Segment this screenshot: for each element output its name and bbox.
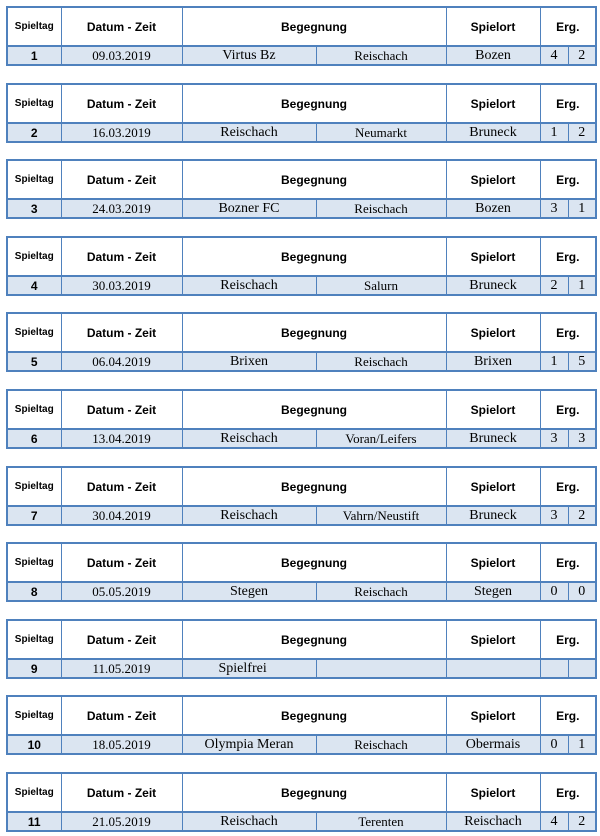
- match-spielort: Reischach: [446, 812, 540, 831]
- match-tore-heim: 4: [540, 46, 568, 65]
- header-spielort: Spielort: [446, 7, 540, 46]
- match-tore-heim: 0: [540, 582, 568, 601]
- match-spieltag: 7: [7, 506, 61, 525]
- header-row: [7, 773, 596, 812]
- match-table: [6, 466, 597, 526]
- header-begegnung: Begegnung: [182, 237, 446, 276]
- match-tore-gast: 1: [568, 276, 596, 295]
- match-gast: Reischach: [316, 352, 446, 371]
- header-row: [7, 620, 596, 659]
- match-table: [6, 6, 597, 66]
- match-spielort: Bruneck: [446, 429, 540, 448]
- header-spieltag: Spieltag: [7, 84, 61, 123]
- header-spieltag: Spieltag: [7, 467, 61, 506]
- header-spieltag: Spieltag: [7, 390, 61, 429]
- match-datum: 09.03.2019: [61, 46, 182, 65]
- match-spielort: Bruneck: [446, 123, 540, 142]
- match-row: [7, 352, 596, 371]
- match-spielort: Bruneck: [446, 276, 540, 295]
- match-gast: Reischach: [316, 46, 446, 65]
- match-gast: [316, 659, 446, 678]
- match-tore-gast: 2: [568, 812, 596, 831]
- match-block: [6, 159, 595, 219]
- match-gast: Salurn: [316, 276, 446, 295]
- header-spielort: Spielort: [446, 160, 540, 199]
- match-block: [6, 772, 595, 832]
- match-gast: Reischach: [316, 735, 446, 754]
- header-begegnung: Begegnung: [182, 620, 446, 659]
- match-heim: Reischach: [182, 276, 316, 295]
- match-spieltag: 1: [7, 46, 61, 65]
- header-ergebnis: Erg.: [540, 84, 596, 123]
- match-row: [7, 276, 596, 295]
- match-table: [6, 695, 597, 755]
- header-spielort: Spielort: [446, 773, 540, 812]
- match-spieltag: 9: [7, 659, 61, 678]
- match-row: [7, 46, 596, 65]
- match-tore-heim: 1: [540, 123, 568, 142]
- match-tore-gast: 2: [568, 123, 596, 142]
- match-row: [7, 429, 596, 448]
- match-tore-heim: 3: [540, 199, 568, 218]
- match-spieltag: 2: [7, 123, 61, 142]
- match-gast: Terenten: [316, 812, 446, 831]
- match-datum: 05.05.2019: [61, 582, 182, 601]
- header-spielort: Spielort: [446, 543, 540, 582]
- header-ergebnis: Erg.: [540, 620, 596, 659]
- header-ergebnis: Erg.: [540, 696, 596, 735]
- header-spieltag: Spieltag: [7, 696, 61, 735]
- match-datum: 16.03.2019: [61, 123, 182, 142]
- header-begegnung: Begegnung: [182, 160, 446, 199]
- header-spielort: Spielort: [446, 84, 540, 123]
- header-begegnung: Begegnung: [182, 543, 446, 582]
- header-spieltag: Spieltag: [7, 237, 61, 276]
- match-block: [6, 466, 595, 526]
- header-row: [7, 160, 596, 199]
- header-ergebnis: Erg.: [540, 390, 596, 429]
- match-heim: Virtus Bz: [182, 46, 316, 65]
- header-begegnung: Begegnung: [182, 390, 446, 429]
- header-datum-zeit: Datum - Zeit: [61, 696, 182, 735]
- match-block: [6, 695, 595, 755]
- match-gast: Vahrn/Neustift: [316, 506, 446, 525]
- match-table: [6, 83, 597, 143]
- header-ergebnis: Erg.: [540, 773, 596, 812]
- match-row: [7, 199, 596, 218]
- match-table: [6, 312, 597, 372]
- match-block: [6, 312, 595, 372]
- match-spieltag: 11: [7, 812, 61, 831]
- header-row: [7, 390, 596, 429]
- match-gast: Voran/Leifers: [316, 429, 446, 448]
- header-row: [7, 7, 596, 46]
- match-tore-gast: [568, 659, 596, 678]
- match-tore-gast: 1: [568, 199, 596, 218]
- header-spielort: Spielort: [446, 467, 540, 506]
- header-spielort: Spielort: [446, 390, 540, 429]
- match-row: [7, 812, 596, 831]
- match-datum: 30.04.2019: [61, 506, 182, 525]
- match-spieltag: 4: [7, 276, 61, 295]
- header-datum-zeit: Datum - Zeit: [61, 313, 182, 352]
- match-heim: Olympia Meran: [182, 735, 316, 754]
- match-spieltag: 3: [7, 199, 61, 218]
- header-spieltag: Spieltag: [7, 313, 61, 352]
- match-datum: 11.05.2019: [61, 659, 182, 678]
- match-spielort: Bozen: [446, 199, 540, 218]
- header-datum-zeit: Datum - Zeit: [61, 543, 182, 582]
- match-spielort: Bruneck: [446, 506, 540, 525]
- header-spieltag: Spieltag: [7, 7, 61, 46]
- match-tore-heim: 3: [540, 506, 568, 525]
- header-begegnung: Begegnung: [182, 84, 446, 123]
- match-tore-gast: 2: [568, 506, 596, 525]
- match-gast: Reischach: [316, 199, 446, 218]
- header-spielort: Spielort: [446, 313, 540, 352]
- header-spieltag: Spieltag: [7, 160, 61, 199]
- match-table: [6, 236, 597, 296]
- match-tore-heim: 4: [540, 812, 568, 831]
- header-row: [7, 696, 596, 735]
- match-heim: Reischach: [182, 429, 316, 448]
- header-begegnung: Begegnung: [182, 696, 446, 735]
- match-tore-heim: 0: [540, 735, 568, 754]
- header-datum-zeit: Datum - Zeit: [61, 390, 182, 429]
- header-row: [7, 237, 596, 276]
- header-begegnung: Begegnung: [182, 773, 446, 812]
- header-ergebnis: Erg.: [540, 237, 596, 276]
- match-table: [6, 772, 597, 832]
- match-datum: 24.03.2019: [61, 199, 182, 218]
- match-gast: Neumarkt: [316, 123, 446, 142]
- match-heim: Spielfrei: [182, 659, 316, 678]
- match-heim: Reischach: [182, 506, 316, 525]
- header-datum-zeit: Datum - Zeit: [61, 160, 182, 199]
- header-datum-zeit: Datum - Zeit: [61, 773, 182, 812]
- match-spielort: Obermais: [446, 735, 540, 754]
- match-table: [6, 389, 597, 449]
- header-row: [7, 313, 596, 352]
- match-tore-gast: 1: [568, 735, 596, 754]
- header-begegnung: Begegnung: [182, 467, 446, 506]
- match-row: [7, 582, 596, 601]
- match-spieltag: 8: [7, 582, 61, 601]
- header-row: [7, 543, 596, 582]
- match-heim: Reischach: [182, 123, 316, 142]
- match-row: [7, 735, 596, 754]
- match-spieltag: 10: [7, 735, 61, 754]
- header-ergebnis: Erg.: [540, 313, 596, 352]
- match-heim: Stegen: [182, 582, 316, 601]
- match-row: [7, 506, 596, 525]
- match-tore-gast: 0: [568, 582, 596, 601]
- match-tore-gast: 2: [568, 46, 596, 65]
- match-spielort: Brixen: [446, 352, 540, 371]
- match-spielort: Bozen: [446, 46, 540, 65]
- header-spielort: Spielort: [446, 620, 540, 659]
- match-block: [6, 236, 595, 296]
- match-block: [6, 389, 595, 449]
- match-spielort: Stegen: [446, 582, 540, 601]
- header-ergebnis: Erg.: [540, 160, 596, 199]
- header-spieltag: Spieltag: [7, 620, 61, 659]
- match-block: [6, 83, 595, 143]
- header-begegnung: Begegnung: [182, 313, 446, 352]
- header-datum-zeit: Datum - Zeit: [61, 620, 182, 659]
- header-datum-zeit: Datum - Zeit: [61, 84, 182, 123]
- match-datum: 13.04.2019: [61, 429, 182, 448]
- match-datum: 06.04.2019: [61, 352, 182, 371]
- match-block: [6, 6, 595, 66]
- match-tore-heim: 3: [540, 429, 568, 448]
- match-gast: Reischach: [316, 582, 446, 601]
- header-datum-zeit: Datum - Zeit: [61, 237, 182, 276]
- match-heim: Bozner FC: [182, 199, 316, 218]
- header-begegnung: Begegnung: [182, 7, 446, 46]
- match-row: [7, 659, 596, 678]
- header-row: [7, 467, 596, 506]
- match-datum: 30.03.2019: [61, 276, 182, 295]
- header-ergebnis: Erg.: [540, 7, 596, 46]
- header-ergebnis: Erg.: [540, 467, 596, 506]
- header-datum-zeit: Datum - Zeit: [61, 7, 182, 46]
- match-tore-gast: 5: [568, 352, 596, 371]
- match-datum: 21.05.2019: [61, 812, 182, 831]
- match-row: [7, 123, 596, 142]
- match-spielort: [446, 659, 540, 678]
- match-table: [6, 619, 597, 679]
- header-spielort: Spielort: [446, 237, 540, 276]
- match-spieltag: 5: [7, 352, 61, 371]
- header-datum-zeit: Datum - Zeit: [61, 467, 182, 506]
- match-tore-gast: 3: [568, 429, 596, 448]
- header-spieltag: Spieltag: [7, 773, 61, 812]
- match-tore-heim: 2: [540, 276, 568, 295]
- match-table: [6, 159, 597, 219]
- match-tore-heim: 1: [540, 352, 568, 371]
- match-block: [6, 542, 595, 602]
- header-spielort: Spielort: [446, 696, 540, 735]
- match-spieltag: 6: [7, 429, 61, 448]
- match-tore-heim: [540, 659, 568, 678]
- match-heim: Brixen: [182, 352, 316, 371]
- header-spieltag: Spieltag: [7, 543, 61, 582]
- header-ergebnis: Erg.: [540, 543, 596, 582]
- match-block: [6, 619, 595, 679]
- match-heim: Reischach: [182, 812, 316, 831]
- match-datum: 18.05.2019: [61, 735, 182, 754]
- match-table: [6, 542, 597, 602]
- header-row: [7, 84, 596, 123]
